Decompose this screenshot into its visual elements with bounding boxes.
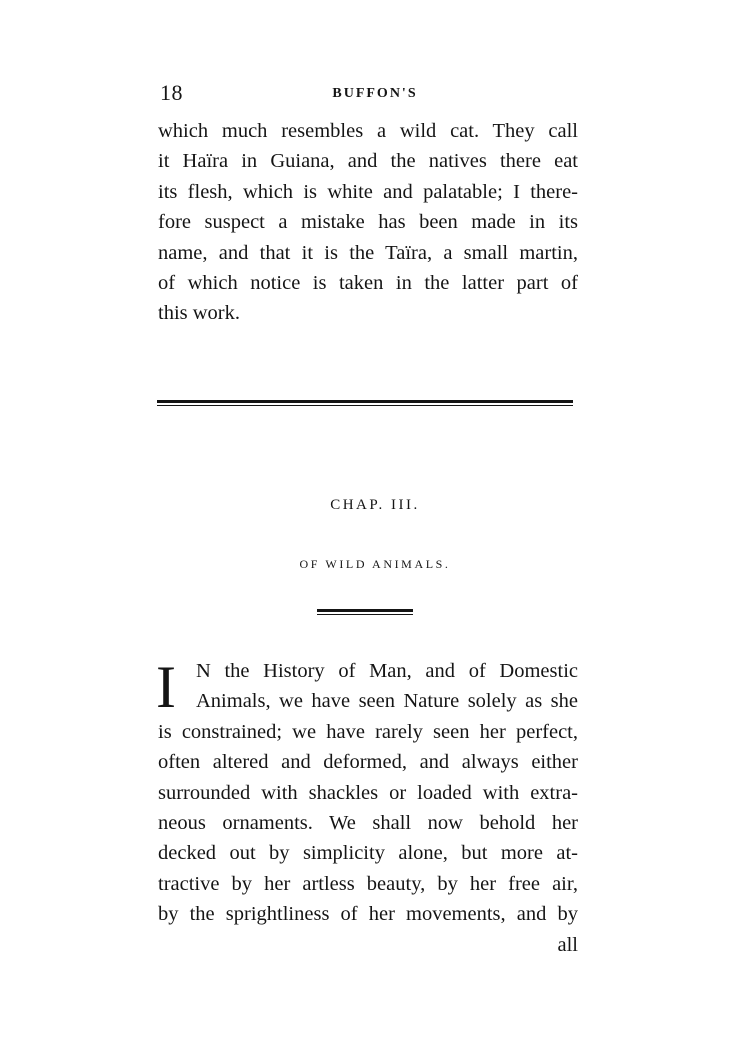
- text-line: surrounded with shackles or loaded with extra-: [158, 781, 578, 804]
- text-line: name, and that it is the Taïra, a small martin,: [158, 241, 578, 264]
- text-line: its flesh, which is white and palatable; I there-: [158, 180, 578, 203]
- text-line: often altered and deformed, and always either: [158, 751, 578, 774]
- text-line: it Haïra in Guiana, and the natives there eat: [158, 150, 578, 173]
- text-line: of which notice is taken in the latter part of: [158, 271, 578, 294]
- text-line: decked out by simplicity alone, but more at-: [158, 842, 578, 865]
- section-divider-rule: [157, 400, 573, 406]
- previous-section-text: [158, 116, 578, 329]
- page-number: 18: [160, 80, 183, 105]
- chapter-ornament-rule: [317, 609, 413, 615]
- text-line: by the sprightliness of her movements, and by: [158, 903, 578, 926]
- text-line: N the History of Man, and of Domestic: [196, 660, 578, 682]
- text-line: is constrained; we have rarely seen her perfect,: [158, 720, 578, 743]
- text-line: fore suspect a mistake has been made in its: [158, 211, 578, 234]
- text-line: which much resembles a wild cat. They call: [158, 120, 578, 142]
- drop-cap: I: [156, 654, 176, 720]
- running-head: BUFFON'S: [332, 86, 418, 101]
- chapter-subtitle: OF WILD ANIMALS.: [299, 557, 451, 571]
- text-line: neous ornaments. We shall now behold her: [158, 811, 578, 834]
- text-line: Animals, we have seen Nature solely as she: [196, 690, 578, 713]
- text-line: this work.: [158, 302, 240, 325]
- text-line: tractive by her artless beauty, by her free air,: [158, 872, 578, 895]
- chapter-body-text: [158, 656, 578, 960]
- chapter-heading: CHAP. III.: [330, 497, 420, 513]
- catchword: all: [557, 933, 578, 956]
